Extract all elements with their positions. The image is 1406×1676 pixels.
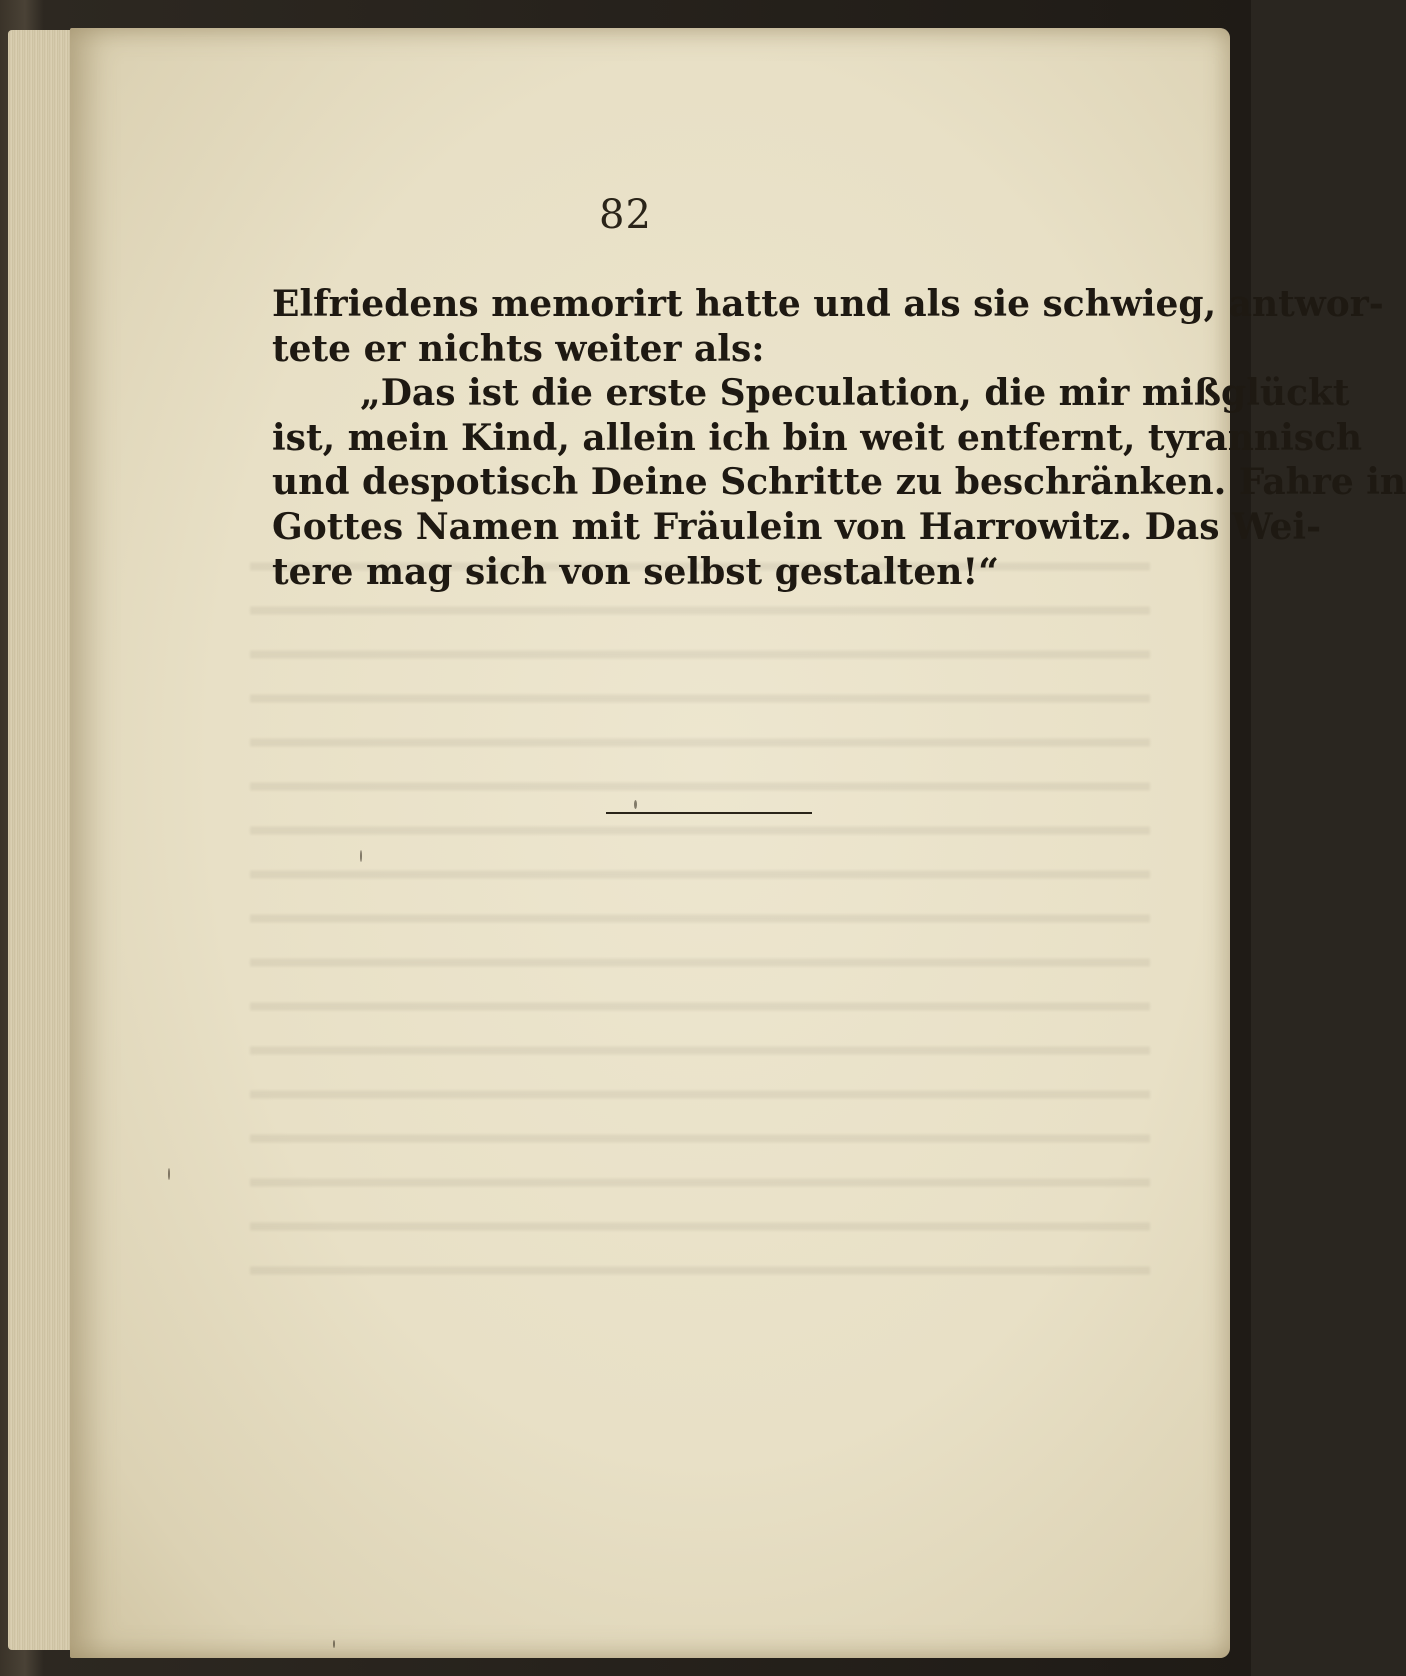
text-line-2: tete er nichts weiter als: (272, 327, 765, 370)
text-line-7: tere mag sich von selbst gestalten!“ (272, 550, 999, 593)
text-line-5: und despotisch Deine Schritte zu beschränken. Fahre in (272, 461, 1406, 504)
text-line-6: Gottes Namen mit Fräulein von Harrowitz. Das Wei- (272, 505, 1322, 548)
page-edges (8, 30, 78, 1650)
ink-speck (634, 800, 637, 809)
text-line-1: Elfriedens memorirt hatte und als sie schwieg, antwor- (272, 283, 1384, 325)
end-rule-divider (606, 812, 812, 814)
ink-speck (168, 1168, 170, 1180)
text-line-4: ist, mein Kind, allein ich bin weit entfernt, tyrannisch (272, 416, 1363, 459)
text-line-3: „Das ist die erste Speculation, die mir mißglückt (360, 372, 1350, 415)
show-through-text (250, 540, 1150, 1300)
page-number: 82 (599, 192, 652, 238)
ink-speck (333, 1640, 335, 1648)
body-text (272, 282, 1406, 594)
ink-speck (360, 850, 362, 862)
